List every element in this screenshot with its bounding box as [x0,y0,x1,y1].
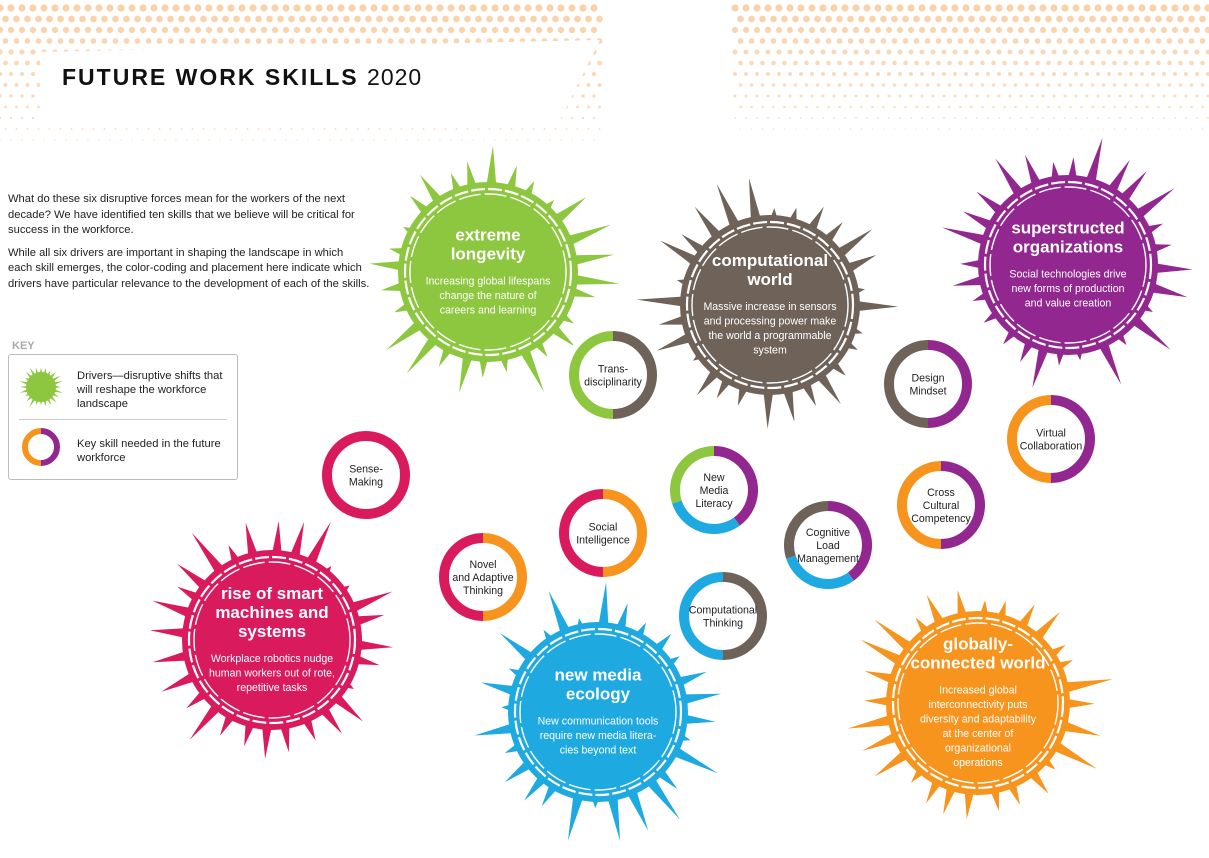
skill-label-line: Design [911,372,945,385]
driver-title-line: longevity [450,244,526,264]
driver-desc-line: operations [953,757,1003,769]
driver-desc-line: system [753,344,787,357]
driver-title-line: globally- [943,634,1013,654]
driver-desc-line: Increasing global lifespans [425,275,551,288]
driver-desc-line: organizational [945,742,1011,755]
driver-title-line: superstructed [1011,218,1125,238]
driver-desc-line: Workplace robotics nudge [210,652,334,665]
skill-label-line: Social [588,521,618,534]
skill-label-line: Cognitive [805,527,851,539]
skill-cognitive-load-management [778,495,878,595]
skill-label-line: Management [797,553,859,565]
skill-label-line: Virtual [1036,427,1066,440]
driver-title-line: connected world [910,653,1046,673]
skill-design-mindset [878,334,978,434]
skill-label-line: Making [348,476,384,489]
skill-label-line: Thinking [702,617,744,630]
skill-label-line: Thinking [462,585,504,597]
skill-label-line: New [703,472,725,484]
driver-desc-line: and processing power make [703,315,837,328]
driver-title-line: extreme [455,225,521,245]
skill-novel-adaptive-thinking [433,527,533,627]
title-year: 2020 [367,64,423,90]
skill-label-line: Trans- [597,363,629,376]
driver-global [848,590,1113,819]
title-main: FUTURE WORK SKILLS [62,64,359,90]
driver-desc-line: interconnectivity puts [928,699,1028,711]
driver-desc-line: cies beyond text [559,744,637,757]
skill-label-line: disciplinarity [584,376,642,389]
driver-title-line: systems [237,621,307,641]
intro-paragraph-2: While all six drivers are important in shaping the landscape in which each skill emerges, the color-coding and placement here indicate which drivers have particular relevance to the development of each of the skills. [8,246,370,290]
skill-label-line: Competency [911,513,971,525]
key-label: KEY [12,340,35,352]
driver-title-line: machines and [215,602,329,622]
skill-label-line: Computational [688,604,758,617]
driver-title-line: organizations [1012,237,1124,257]
driver-desc-line: careers and learning [439,304,537,317]
key-skill-text: Key skill needed in the future workforce [77,438,221,464]
driver-title-line: new media [554,665,642,685]
driver-desc-line: new forms of production [1011,282,1125,295]
driver-title-line: rise of smart [220,583,324,603]
skill-sense-making [316,425,416,525]
skill-label-line: and Adaptive [452,572,514,584]
skill-label-line: Mindset [909,385,947,398]
driver-title-line: computational [711,251,829,270]
driver-smart-machines [150,521,393,759]
skill-label-line: Load [816,540,840,552]
driver-computational [637,178,899,429]
skill-label-line: Collaboration [1019,440,1083,453]
skill-transdisciplinarity [563,325,663,425]
driver-desc-line: diversity and adaptability [919,713,1037,726]
driver-desc-line: the world a programmable [708,330,832,342]
skill-label-line: Literacy [695,498,733,510]
driver-desc-line: require new media litera- [539,729,657,742]
skill-label-line: Intelligence [576,534,630,547]
driver-desc-line: at the center of [942,728,1014,740]
driver-desc-line: New communication tools [537,715,659,728]
skill-computational-thinking [673,566,773,666]
key-drivers-text: Drivers—disruptive shifts that will reshape the workforce landscape [77,370,223,410]
driver-desc-line: change the nature of [439,289,537,302]
skill-new-media-literacy [664,440,764,540]
driver-desc-line: and value creation [1024,297,1112,310]
driver-desc-line: repetitive tasks [236,681,308,694]
skill-label-line: Cross [927,487,955,499]
driver-desc-line: Massive increase in sensors [703,301,837,313]
skill-label-line: Sense- [349,463,383,476]
driver-desc-line: human workers out of rote, [208,667,336,680]
skill-virtual-collaboration [1001,389,1101,489]
driver-title-line: ecology [565,684,631,704]
skill-cross-cultural-competency [891,455,991,555]
driver-desc-line: Social technologies drive [1009,268,1127,281]
skill-label-line: Novel [469,559,497,571]
driver-title-line: world [747,270,793,289]
driver-superstructured [942,138,1193,388]
skill-social-intelligence [553,483,653,583]
intro-paragraph-1: What do these six disruptive forces mean for the workers of the next decade? We have identified ten skills that we believe will be critical for success in the workforce. [8,193,355,236]
skill-label-line: Media [699,485,729,497]
skill-label-line: Cultural [922,500,960,512]
driver-desc-line: Increased global [939,684,1017,697]
